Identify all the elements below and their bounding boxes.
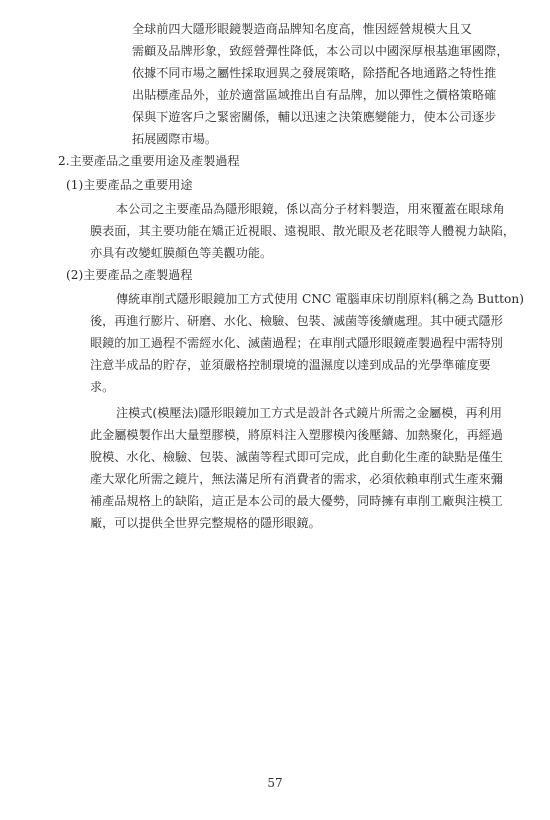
text-line: 廠，可以提供全世界完整規格的隱形眼鏡。 [90,516,321,530]
text-line: 膜表面，其主要功能在矯正近視眼、遠視眼、散光眼及老花眼等人體視力缺陷， [90,224,516,238]
text-line: 注意半成品的貯存，並須嚴格控制環境的溫濕度以達到成品的光學準確度要 [90,358,491,372]
text-line: 脫模、水化、檢驗、包裝、滅菌等程式即可完成，此自動化生產的缺點是僅生 [90,450,503,464]
text-line: 全球前四大隱形眼鏡製造商品牌知名度高，惟因經營規模大且又 [132,22,473,36]
page-number: 57 [267,776,283,790]
text-line: 出貼標產品外，並於適當區域推出自有品牌，加以彈性之價格策略確 [132,88,497,102]
section-heading: 2.主要產品之重要用途及產製過程 [58,154,240,168]
text-line: 本公司之主要產品為隱形眼鏡，係以高分子材料製造，用來覆蓋在眼球角 [116,202,505,216]
text-line: 保與下遊客戶之緊密關係，輔以迅速之決策應變能力，使本公司逐步 [132,110,497,124]
text-line: 補產品規格上的缺陷，這正是本公司的最大優勢，同時擁有車削工廠與注模工 [90,494,503,508]
text-line: 需顧及品牌形象，致經營彈性降低，本公司以中國深厚根基進軍國際， [132,44,509,58]
text-line: 此金屬模製作出大量塑膠模，將原料注入塑膠模內後壓鑄、加熱聚化，再經過 [90,428,503,442]
subsection-heading: (1)主要產品之重要用途 [66,178,193,192]
text-line: 產大眾化所需之鏡片，無法滿足所有消費者的需求，必須依賴車削式生產來彌 [90,472,503,486]
text-line: 求。 [90,380,115,394]
text-line: 後，再進行膨片、研磨、水化、檢驗、包裝、滅菌等後續處理。其中硬式隱形 [90,314,503,328]
text-line: 傳統車削式隱形眼鏡加工方式使用 CNC 電腦車床切削原料(稱之為 Button) [116,292,524,306]
text-line: 注模式(模壓法)隱形眼鏡加工方式是設計各式鏡片所需之金屬模，再利用 [116,406,502,420]
text-line: 亦具有改變虹膜顏色等美觀功能。 [90,246,273,260]
subsection-heading: (2)主要產品之產製過程 [66,268,193,282]
text-line: 拓展國際市場。 [132,132,218,146]
text-line: 眼鏡的加工過程不需經水化、滅菌過程；在車削式隱形眼鏡產製過程中需特別 [90,336,503,350]
text-line: 依據不同市場之屬性採取迥異之發展策略，除搭配各地通路之特性推 [132,66,497,80]
